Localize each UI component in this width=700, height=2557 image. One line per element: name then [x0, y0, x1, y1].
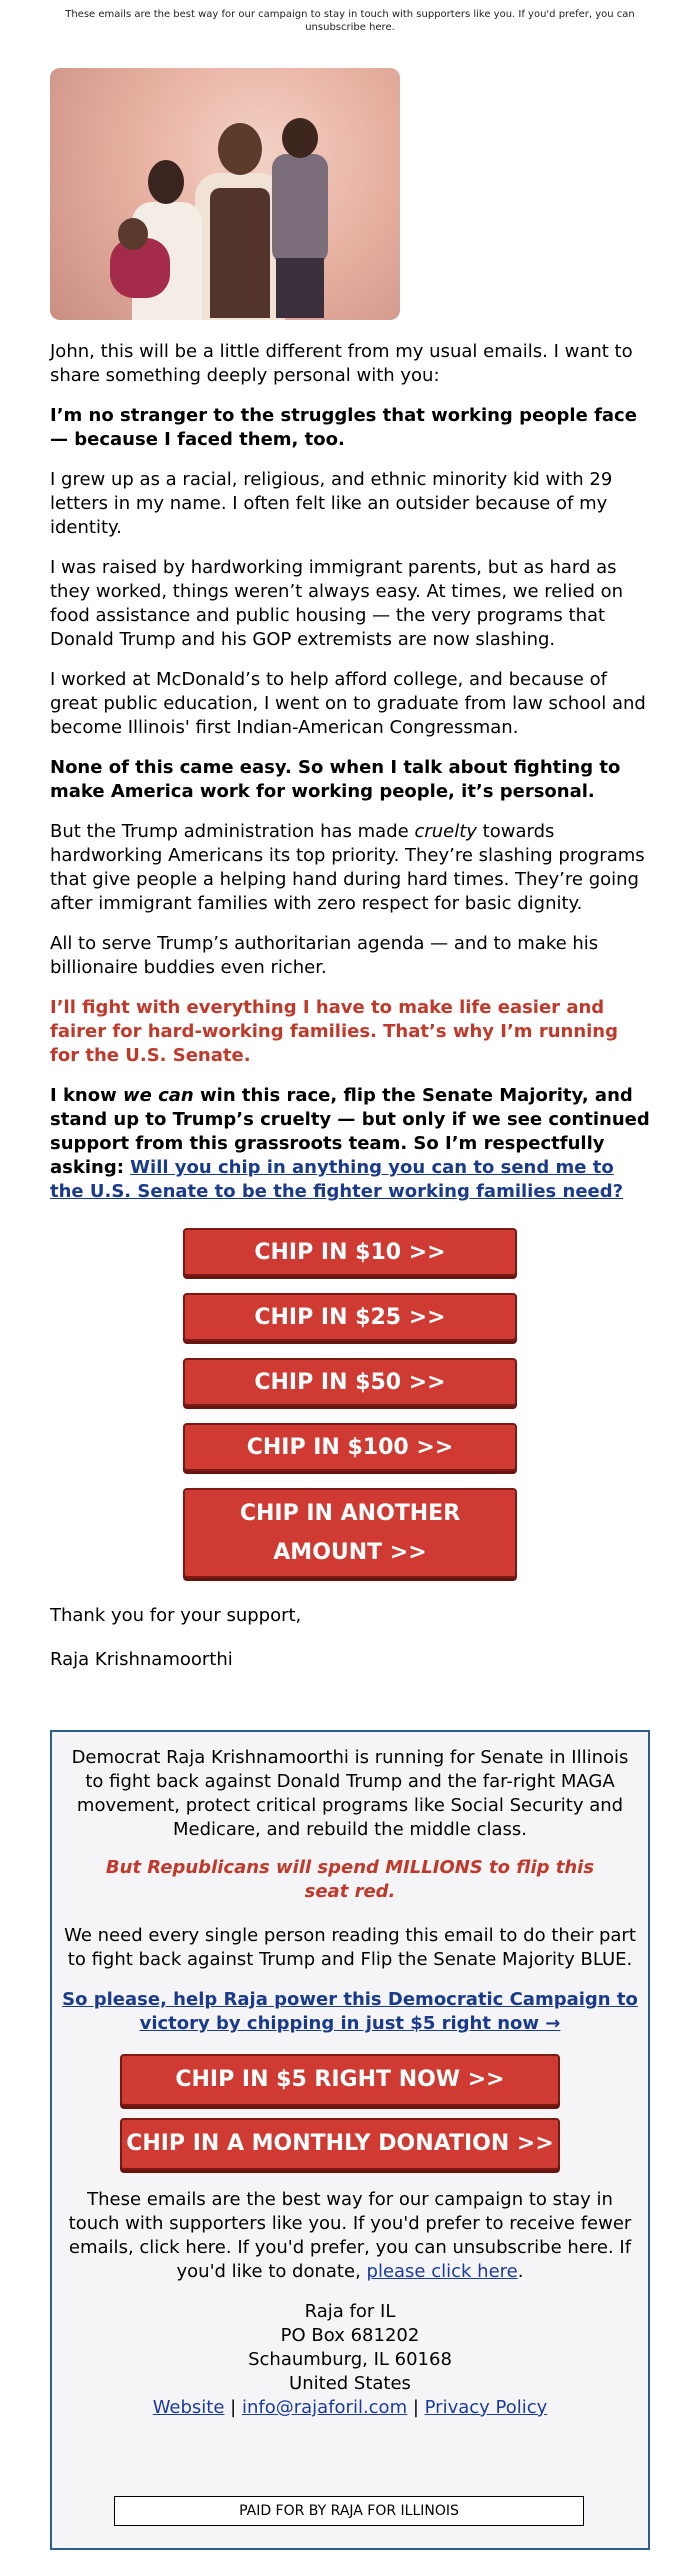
ask-paragraph: I know we can win this race, flip the Senate Majority, and stand up to Trump’s cruelty — but only if we see continued support from this grassroots team. So I’m respectfully asking: Will you chip in anything you can to send me to the U.S. Senate to be the fighter working families need? — [50, 1085, 650, 1202]
cruelty-paragraph: But the Trump administration has made cruelty towards hardworking Americans its top priority. They’re slashing programs that give people a helping hand during hard times. They’re going after immigrant families with zero respect for basic dignity. — [50, 821, 645, 914]
chip-in-25-button[interactable]: CHIP IN $25 >> — [183, 1293, 517, 1341]
chip-in-5-button[interactable]: CHIP IN $5 RIGHT NOW >> — [120, 2054, 560, 2106]
intro-paragraph: John, this will be a little different from my usual emails. I want to share something deeply personal with you: — [50, 341, 633, 386]
city-line: Schaumburg, IL 60168 — [248, 2349, 452, 2370]
thanks-text: Thank you for your support, — [50, 1605, 302, 1626]
chip-in-50-button[interactable]: CHIP IN $50 >> — [183, 1358, 517, 1406]
chip-in-100-button[interactable]: CHIP IN $100 >> — [183, 1423, 517, 1471]
po-box: PO Box 681202 — [280, 2325, 420, 2346]
chip-in-other-amount-button[interactable]: CHIP IN ANOTHER AMOUNT >> — [183, 1488, 517, 1578]
signature: Raja Krishnamoorthi — [50, 1649, 233, 1670]
minority-paragraph: I grew up as a racial, religious, and ethnic minority kid with 29 letters in my name. I often felt like an outsider because of my identity. — [50, 469, 613, 538]
immigrant-paragraph: I was raised by hardworking immigrant parents, but as hard as they worked, things weren’t always easy. At times, we relied on food assistance and public housing — the very programs that Donald Trump and his GOP extremists are now slashing. — [50, 557, 624, 650]
chip-in-10-button[interactable]: CHIP IN $10 >> — [183, 1228, 517, 1276]
personal-paragraph: None of this came easy. So when I talk about fighting to make America work for working people, it’s personal. — [50, 757, 621, 802]
footer-description: Democrat Raja Krishnamoorthi is running for Senate in Illinois to fight back against Donald Trump and the far-right MAGA movement, protect critical programs like Social Security and Medicare, and rebuild the middle class. — [71, 1747, 629, 1840]
fight-paragraph: I’ll fight with everything I have to make life easier and fairer for hard-working families. That’s why I’m running for the U.S. Senate. — [50, 997, 619, 1066]
footer-unsubscribe-text: These emails are the best way for our campaign to stay in touch with supporters like you. If you'd prefer to receive fewer emails, click here. If you'd prefer, you can unsubscribe here. If you'd like to donate, please click here. — [68, 2189, 632, 2282]
footer-box — [50, 1730, 650, 2550]
footer-links: Website | info@rajaforil.com | Privacy Policy — [152, 2397, 548, 2418]
country-line: United States — [289, 2373, 411, 2394]
chip-in-link[interactable]: Will you chip in anything you can to send me to the U.S. Senate to be the fighter working families need? — [50, 1157, 624, 1202]
privacy-policy-link[interactable]: Privacy Policy — [424, 2397, 548, 2418]
footer-chip-link[interactable]: So please, help Raja power this Democratic Campaign to victory by chipping in just $5 right now → — [62, 1989, 638, 2034]
org-name: Raja for IL — [304, 2301, 396, 2322]
footer-warning: But Republicans will spend MILLIONS to flip this seat red. — [105, 1857, 595, 1902]
struggles-paragraph: I’m no stranger to the struggles that working people face — because I faced them, too. — [50, 405, 637, 450]
donate-link[interactable]: please click here — [366, 2261, 518, 2282]
monthly-donation-button[interactable]: CHIP IN A MONTHLY DONATION >> — [120, 2118, 560, 2170]
paid-for-disclaimer: PAID FOR BY RAJA FOR ILLINOIS — [114, 2496, 584, 2526]
email-link[interactable]: info@rajaforil.com — [241, 2397, 408, 2418]
website-link[interactable]: Website — [152, 2397, 225, 2418]
footer-need: We need every single person reading this email to do their part to fight back against Trump and Flip the Senate Majority BLUE. — [64, 1925, 636, 1970]
preheader-text: These emails are the best way for our campaign to stay in touch with supporters like you. If you'd prefer, you can unsubscribe here. — [65, 9, 635, 33]
agenda-paragraph: All to serve Trump’s authoritarian agenda — and to make his billionaire buddies even richer. — [50, 933, 599, 978]
mcdonalds-paragraph: I worked at McDonald’s to help afford college, and because of great public education, I went on to graduate from law school and become Illinois' first Indian-American Congressman. — [50, 669, 646, 738]
family-photo — [50, 68, 400, 320]
